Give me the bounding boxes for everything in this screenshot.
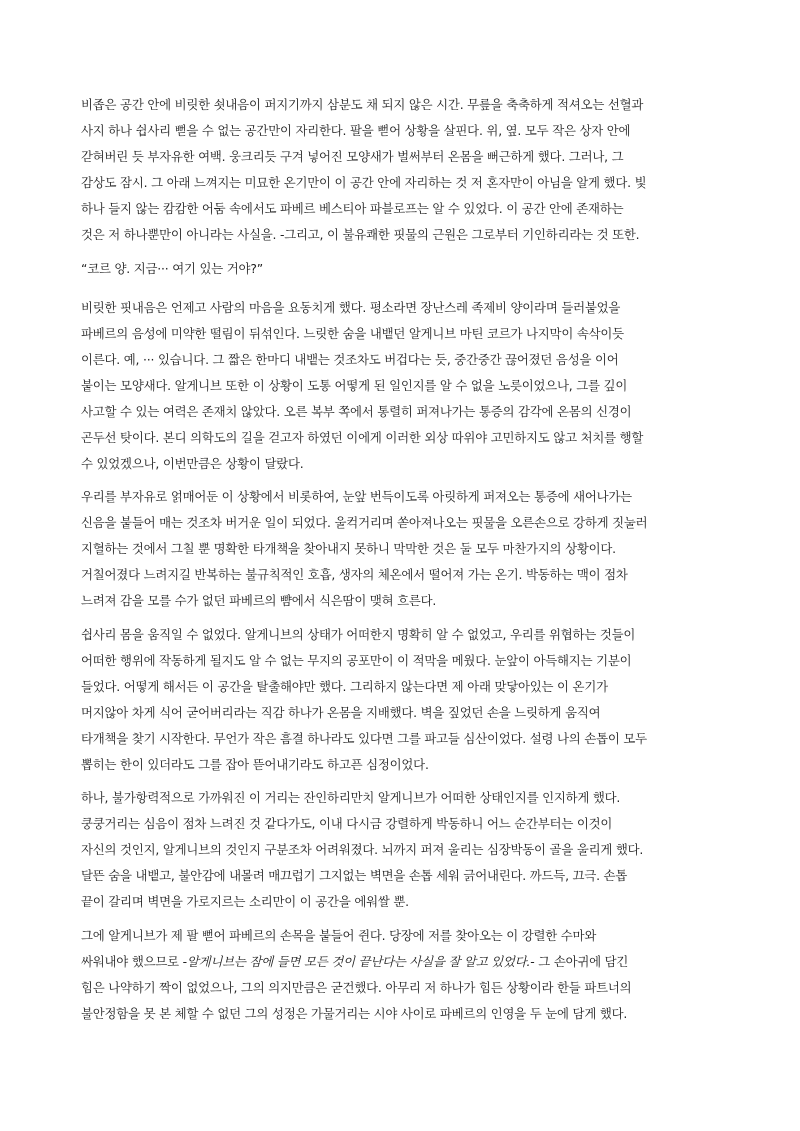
text-line: 불안정함을 못 본 체할 수 없던 그의 성정은 가물거리는 시야 사이로 파베르의 인영을 두 눈에 담게 했다. <box>81 1006 628 1021</box>
text-line: 지혈하는 것에서 그칠 뿐 명확한 타개책을 찾아내지 못하니 막막한 것은 둘 모두 마찬가지의 상황이다. <box>81 541 616 556</box>
text-line: 사고할 수 있는 여력은 존재치 않았다. 오른 복부 쪽에서 통렬히 퍼져나가는 통증의 감각에 온몸의 신경이 <box>81 404 632 419</box>
text-line: 뽑히는 한이 있더라도 그를 잡아 뜯어내기라도 하고픈 심정이었다. <box>81 757 429 772</box>
text-line: 비릿한 핏내음은 언제고 사람의 마음을 요동치게 했다. 평소라면 장난스레 족제비 양이라며 들러붙었을 <box>81 300 621 315</box>
text-line: 사지 하나 쉽사리 뻗을 수 없는 공간만이 자리한다. 팔을 뻗어 상황을 살핀다. 위, 옆. 모두 작은 상자 안에 <box>81 123 631 138</box>
text-line: 끝이 갈리며 벽면을 가로지르는 소리만이 이 공간을 에워쌀 뿐. <box>81 894 409 909</box>
text-line: 감상도 잠시. 그 아래 느껴지는 미묘한 온기만이 이 공간 안에 자리하는 것 저 혼자만이 아님을 알게 했다. 빛 <box>81 175 647 190</box>
text-line: 그에 알게니브가 제 팔 뻗어 파베르의 손목을 붙들어 쥔다. 당장에 저를 찾아오는 이 강렬한 수마와 <box>81 928 597 943</box>
text-line: 거칠어졌다 느려지길 반복하는 불규칙적인 호흡, 생자의 체온에서 떨어져 가는 온기. 박동하는 맥이 점차 <box>81 567 628 582</box>
paragraph-1 <box>81 92 771 248</box>
text-line: 어떠한 행위에 작동하게 될지도 알 수 없는 무지의 공포만이 이 적막을 메웠다. 눈앞이 아득해지는 기분이 <box>81 653 632 668</box>
text-line: 느려져 감을 모를 수가 없던 파베르의 뺨에서 식은땀이 맺혀 흐른다. <box>81 593 437 608</box>
text-line: 머지않아 차게 식어 굳어버리라는 직감 하나가 온몸을 지배했다. 벽을 짚었던 손을 느릿하게 움직여 <box>81 705 601 720</box>
paragraph-6 <box>81 923 771 1027</box>
text-segment: - 그 손아귀에 담긴 <box>530 954 629 969</box>
text-line: 들었다. 어떻게 해서든 이 공간을 탈출해야만 했다. 그리하지 않는다면 제 아래 맞닿아있는 이 온기가 <box>81 679 608 694</box>
text-line: 자신의 것인지, 알게니브의 것인지 구분조차 어려워졌다. 뇌까지 퍼져 울리는 심장박동이 골을 울리게 했다. <box>81 842 644 857</box>
paragraph-3 <box>81 484 771 614</box>
text-line-with-emphasis <box>81 949 771 975</box>
italic-aside: 알게니브는 잠에 들면 모든 것이 끝난다는 사실을 잘 알고 있었다. <box>186 954 531 969</box>
text-line: 하나 들지 않는 캄캄한 어둠 속에서도 파베르 베스티아 파블로프는 알 수 있었다. 이 공간 안에 존재하는 <box>81 201 624 216</box>
text-line: 수 있었겠으나, 이번만큼은 상황이 달랐다. <box>81 456 304 471</box>
text-line: 곤두선 탓이다. 본디 의학도의 길을 걷고자 하였던 이에게 이러한 외상 따위야 고민하지도 않고 처치를 행할 <box>81 430 644 445</box>
text-line: 우리를 부자유로 얽매어둔 이 상황에서 비롯하여, 눈앞 번득이도록 아릿하게 퍼져오는 통증에 새어나가는 <box>81 489 632 504</box>
text-line: 신음을 붙들어 매는 것조차 버거운 일이 되었다. 울컥거리며 쏟아져나오는 핏물을 오른손으로 강하게 짓눌러 <box>81 515 648 530</box>
paragraph-5 <box>81 785 771 915</box>
paragraph-2 <box>81 295 771 477</box>
text-line: 파베르의 음성에 미약한 떨림이 뒤섞인다. 느릿한 숨을 내뱉던 알게니브 마틴 코르가 나지막이 속삭이듯 <box>81 326 624 341</box>
text-segment: 싸워내야 했으므로 - <box>81 954 187 969</box>
text-line: 쉽사리 몸을 움직일 수 없었다. 알게니브의 상태가 어떠한지 명확히 알 수 없었고, 우리를 위협하는 것들이 <box>81 627 636 642</box>
text-line: 붙이는 모양새다. 알게니브 또한 이 상황이 도통 어떻게 된 일인지를 알 수 없을 노릇이었으나, 그를 깊이 <box>81 378 628 393</box>
text-line: 갇혀버린 듯 부자유한 여백. 웅크리듯 구겨 넣어진 모양새가 벌써부터 온몸을 뻐근하게 했다. 그러나, 그 <box>81 149 624 164</box>
text-line: 달뜬 숨을 내뱉고, 불안감에 내몰려 매끄럽기 그지없는 벽면을 손톱 세워 긁어내린다. 까드득, 끄극. 손톱 <box>81 868 628 883</box>
text-line: 하나, 불가항력적으로 가까워진 이 거리는 잔인하리만치 알게니브가 어떠한 상태인지를 인지하게 했다. <box>81 790 621 805</box>
text-line: 이른다. 예, ··· 있습니다. 그 짧은 한마디 내뱉는 것조차도 버겁다는 듯, 중간중간 끊어졌던 음성을 이어 <box>81 352 619 367</box>
text-line: 비좁은 공간 안에 비릿한 쇳내음이 퍼지기까지 삼분도 채 되지 않은 시간. 무릎을 축축하게 적셔오는 선혈과 <box>81 97 644 112</box>
paragraph-4 <box>81 622 771 778</box>
text-line: 것은 저 하나뿐만이 아니라는 사실을. -그리고, 이 불유쾌한 핏물의 근원은 그로부터 기인하리라는 것 또한. <box>81 227 640 242</box>
text-line: 힘은 나약하기 짝이 없었으나, 그의 의지만큼은 굳건했다. 아무리 저 하나가 힘든 상황이라 한들 파트너의 <box>81 980 632 995</box>
paragraph-dialogue <box>81 256 771 282</box>
text-line: 타개책을 찾기 시작한다. 무언가 작은 흠결 하나라도 있다면 그를 파고들 심산이었다. 설령 나의 손톱이 모두 <box>81 731 647 746</box>
dialogue-line: “코르 양. 지금··· 여기 있는 거야?” <box>81 261 263 276</box>
text-line: 쿵쿵거리는 심음이 점차 느려진 것 같다가도, 이내 다시금 강렬하게 박동하니 어느 순간부터는 이것이 <box>81 816 613 831</box>
